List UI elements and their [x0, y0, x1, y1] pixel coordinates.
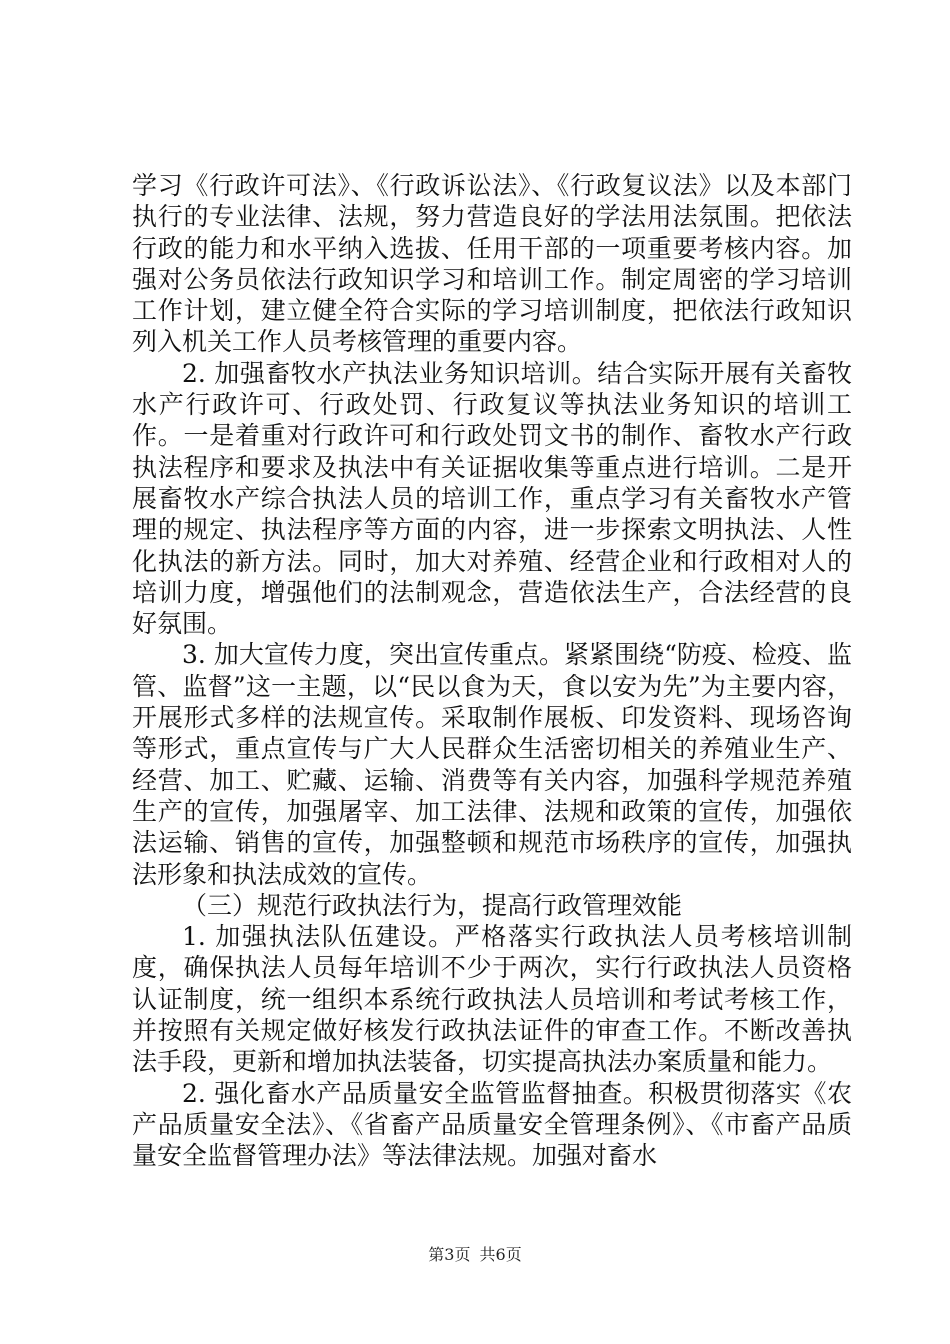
- document-body: [132, 170, 852, 1172]
- page-number: 第3页: [428, 1245, 471, 1264]
- paragraph-publicity: 3. 加大宣传力度，突出宣传重点。紧紧围绕“防疫、检疫、监管、监督”这一主题，以“民以食为天，食以安为先”为主要内容，开展形式多样的法规宣传。采取制作展板、印发资料、现场咨询等形式，重点宣传与广大人民群众生活密切相关的养殖业生产、经营、加工、贮藏、运输、消费等有关内容，加强科学规范养殖生产的宣传，加强屠宰、加工法律、法规和政策的宣传，加强依法运输、销售的宣传，加强整顿和规范市场秩序的宣传，加强执法形象和执法成效的宣传。: [132, 640, 852, 889]
- paragraph-training-knowledge: 2. 加强畜牧水产执法业务知识培训。结合实际开展有关畜牧水产行政许可、行政处罚、行政复议等执法业务知识的培训工作。一是着重对行政许可和行政处罚文书的制作、畜牧水产行政执法程序和要求及执法中有关证据收集等重点进行培训。二是开展畜牧水产综合执法人员的培训工作，重点学习有关畜牧水产管理的规定、执法程序等方面的内容，进一步探索文明执法、人性化执法的新方法。同时，加大对养殖、经营企业和行政相对人的培训力度，增强他们的法制观念，营造依法生产，合法经营的良好氛围。: [132, 358, 852, 639]
- page-total: 共6页: [479, 1245, 522, 1264]
- section-heading: （三）规范行政执法行为，提高行政管理效能: [182, 890, 683, 920]
- paragraph-team-building: 1. 加强执法队伍建设。严格落实行政执法人员考核培训制度，确保执法人员每年培训不少于两次，实行行政执法人员资格认证制度，统一组织本系统行政执法人员培训和考试考核工作，并按照有关规定做好核发行政执法证件的审查工作。不断改善执法手段，更新和增加执法装备，切实提高执法办案质量和能力。: [132, 922, 852, 1077]
- paragraph-continuation: 学习《行政许可法》、《行政诉讼法》、《行政复议法》以及本部门执行的专业法律、法规，努力营造良好的学法用法氛围。把依法行政的能力和水平纳入选拔、任用干部的一项重要考核内容。加强对公务员依法行政知识学习和培训工作。制定周密的学习培训工作计划，建立健全符合实际的学习培训制度，把依法行政知识列入机关工作人员考核管理的重要内容。: [132, 171, 852, 357]
- page-footer: [0, 1242, 950, 1265]
- paragraph-quality-supervision: 2. 强化畜水产品质量安全监管监督抽查。积极贯彻落实《农产品质量安全法》、《省畜产品质量安全管理条例》、《市畜产品质量安全监督管理办法》等法律法规。加强对畜水: [132, 1078, 852, 1171]
